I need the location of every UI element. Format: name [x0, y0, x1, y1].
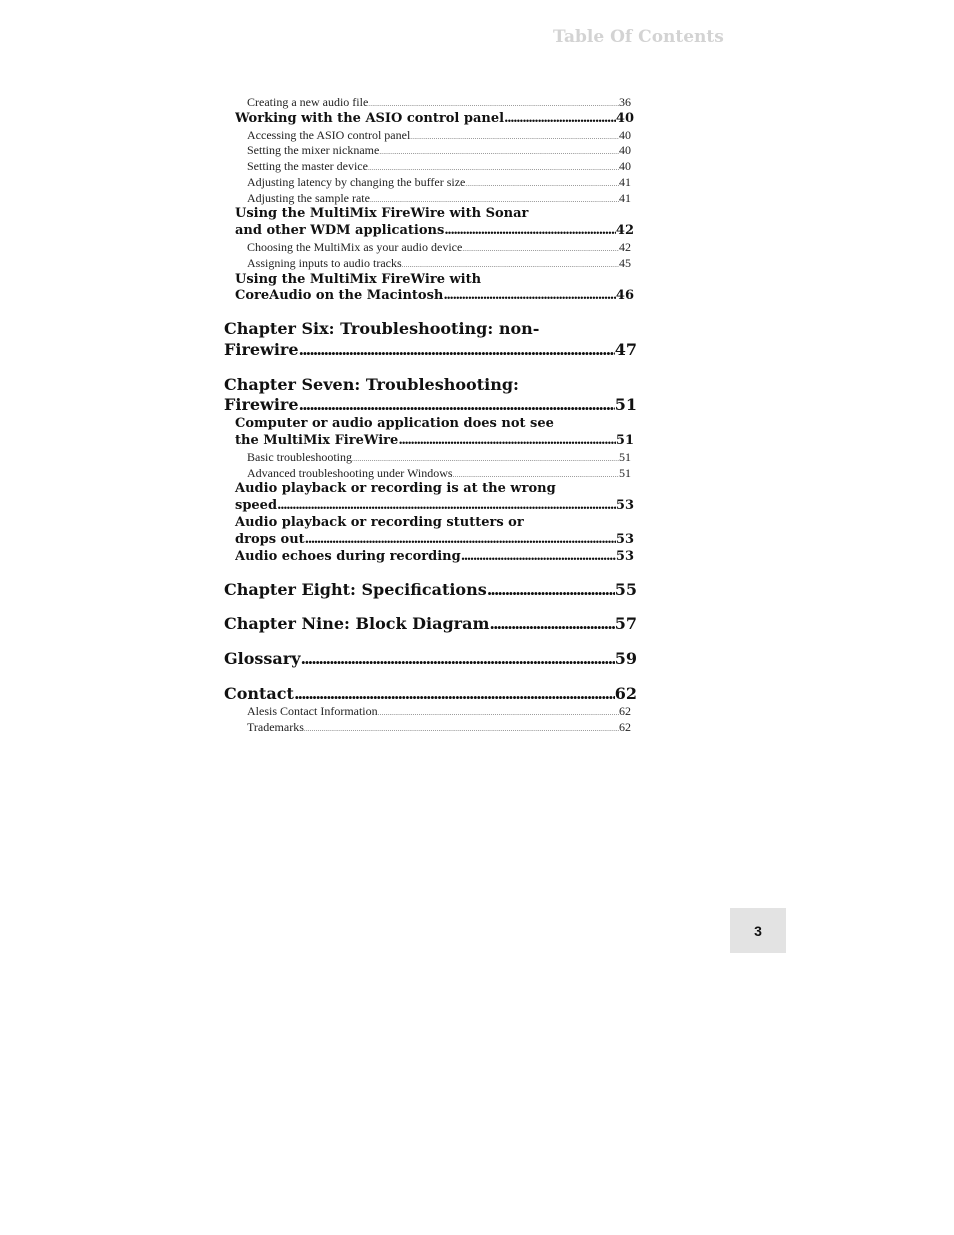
- toc-entry-title: Glossary: [224, 649, 301, 668]
- dot-leader: [294, 684, 615, 703]
- toc-entry-coreaudio[interactable]: [235, 288, 634, 305]
- dot-leader: [368, 164, 619, 172]
- dot-leader: [453, 471, 619, 479]
- toc-entry-advanced-troubleshooting[interactable]: [247, 466, 631, 480]
- dot-leader: [504, 111, 616, 126]
- toc-entry-title: Accessing the ASIO control panel: [247, 128, 411, 142]
- toc-entry-page: 41: [619, 175, 631, 189]
- toc-contact[interactable]: [224, 684, 637, 705]
- dot-leader: [277, 498, 616, 513]
- toc-entry-title: Alesis Contact Information: [247, 704, 378, 718]
- toc-entry-asio-control-panel[interactable]: [235, 111, 634, 128]
- toc-entry-title: Firewire: [224, 340, 299, 359]
- dot-leader: [378, 709, 619, 717]
- dot-leader: [299, 340, 615, 359]
- toc-entry-trademarks[interactable]: [247, 720, 631, 734]
- dot-leader: [402, 261, 619, 269]
- toc-entry-title: Assigning inputs to audio tracks: [247, 256, 402, 270]
- toc-entry-title: Setting the master device: [247, 159, 368, 173]
- toc-entry-app-not-see-line1[interactable]: Computer or audio application does not see: [235, 416, 554, 431]
- toc-entry-page: 41: [619, 191, 631, 205]
- toc-entry-title: speed: [235, 498, 278, 513]
- toc-entry-page: 45: [619, 256, 631, 270]
- toc-entry-page: 51: [615, 433, 634, 448]
- toc-entry-page: 53: [615, 532, 634, 547]
- toc-entry-page: 59: [614, 649, 637, 668]
- toc-chapter-six-line1[interactable]: Chapter Six: Troubleshooting: non-: [224, 319, 540, 338]
- dot-leader: [299, 395, 615, 414]
- toc-entry-title: Working with the ASIO control panel: [235, 111, 505, 126]
- toc-entry-page: 40: [619, 128, 631, 142]
- toc-entry-page: 40: [619, 143, 631, 157]
- toc-entry-stutters-line1[interactable]: Audio playback or recording stutters or: [235, 515, 524, 530]
- dot-leader: [489, 614, 614, 633]
- page-number: 3: [754, 922, 762, 939]
- toc-entry-title: Chapter Eight: Specifications: [224, 580, 487, 599]
- toc-entry-title: Audio echoes during recording: [235, 549, 461, 564]
- toc-entry-page: 62: [619, 720, 631, 734]
- dot-leader: [443, 288, 616, 303]
- dot-leader: [444, 223, 616, 238]
- toc-entry-page: 57: [614, 614, 637, 633]
- toc-entry-title: Basic troubleshooting: [247, 450, 352, 464]
- toc-entry-sonar-line1[interactable]: Using the MultiMix FireWire with Sonar: [235, 206, 529, 221]
- toc-entry-title: Trademarks: [247, 720, 304, 734]
- toc-chapter-six[interactable]: [224, 340, 637, 361]
- toc-entry-title: Creating a new audio file: [247, 95, 369, 109]
- toc-entry-stutters[interactable]: [235, 532, 634, 549]
- toc-entry-page: 55: [614, 580, 637, 599]
- toc-entry-title: Advanced troubleshooting under Windows: [247, 466, 453, 480]
- toc-entry-alesis-contact[interactable]: [247, 704, 631, 718]
- toc-entry-page: 46: [615, 288, 634, 303]
- toc-entry-page: 47: [614, 340, 637, 359]
- toc-entry-title: Firewire: [224, 395, 299, 414]
- toc-entry-wrong-speed-line1[interactable]: Audio playback or recording is at the wrong: [235, 481, 556, 496]
- toc-entry-accessing-asio[interactable]: [247, 128, 631, 142]
- dot-leader: [370, 196, 619, 204]
- toc-chapter-seven-line1[interactable]: Chapter Seven: Troubleshooting:: [224, 375, 519, 394]
- toc-entry-page: 42: [619, 240, 631, 254]
- toc-entry-title: Choosing the MultiMix as your audio device: [247, 240, 463, 254]
- toc-chapter-nine[interactable]: [224, 614, 637, 635]
- toc-entry-title: CoreAudio on the Macintosh: [235, 288, 444, 303]
- toc-chapter-eight[interactable]: [224, 580, 637, 601]
- dot-leader: [398, 433, 616, 448]
- toc-entry-sonar[interactable]: [235, 223, 634, 240]
- dot-leader: [461, 549, 616, 564]
- toc-entry-title: Contact: [224, 684, 294, 703]
- toc-entry-page: 51: [619, 450, 631, 464]
- toc-glossary[interactable]: [224, 649, 637, 670]
- toc-entry-page: 40: [615, 111, 634, 126]
- toc-entry-page: 62: [614, 684, 637, 703]
- toc-entry-wrong-speed[interactable]: [235, 498, 634, 515]
- toc-entry-page: 51: [614, 395, 637, 414]
- toc-entry-coreaudio-line1[interactable]: Using the MultiMix FireWire with: [235, 272, 482, 287]
- page-number-tab: [730, 908, 786, 953]
- toc-entry-page: 42: [615, 223, 634, 238]
- toc-entry-mixer-nickname[interactable]: [247, 143, 631, 157]
- toc-entry-page: 62: [619, 704, 631, 718]
- toc-entry-page: 40: [619, 159, 631, 173]
- dot-leader: [368, 100, 619, 108]
- toc-entry-app-not-see[interactable]: [235, 433, 634, 450]
- running-header-title: Table Of Contents: [553, 27, 724, 47]
- toc-entry-assigning-inputs[interactable]: [247, 256, 631, 270]
- toc-entry-basic-troubleshooting[interactable]: [247, 450, 631, 464]
- toc-entry-title: Adjusting latency by changing the buffer size: [247, 175, 466, 189]
- dot-leader: [487, 580, 615, 599]
- toc-entry-title: Adjusting the sample rate: [247, 191, 370, 205]
- toc-entry-master-device[interactable]: [247, 159, 631, 173]
- toc-entry-creating-audio-file[interactable]: [247, 95, 631, 109]
- toc-entry-title: Setting the mixer nickname: [247, 143, 380, 157]
- dot-leader: [379, 148, 619, 156]
- toc-entry-title: the MultiMix FireWire: [235, 433, 399, 448]
- dot-leader: [304, 725, 619, 733]
- toc-entry-title: Chapter Nine: Block Diagram: [224, 614, 490, 633]
- dot-leader: [410, 133, 619, 141]
- dot-leader: [305, 532, 616, 547]
- dot-leader: [301, 649, 615, 668]
- dot-leader: [462, 245, 619, 253]
- toc-chapter-seven[interactable]: [224, 395, 637, 416]
- toc-entry-sample-rate[interactable]: [247, 191, 631, 205]
- toc-entry-title: and other WDM applications: [235, 223, 445, 238]
- toc-entry-page: 51: [619, 466, 631, 480]
- toc-entry-choosing-device[interactable]: [247, 240, 631, 254]
- toc-entry-audio-echoes[interactable]: [235, 549, 634, 566]
- toc-entry-adjusting-latency[interactable]: [247, 175, 631, 189]
- dot-leader: [352, 455, 619, 463]
- toc-entry-page: 53: [615, 498, 634, 513]
- toc-entry-title: drops out: [235, 532, 305, 547]
- dot-leader: [465, 180, 619, 188]
- toc-entry-page: 36: [619, 95, 631, 109]
- toc-entry-page: 53: [615, 549, 634, 564]
